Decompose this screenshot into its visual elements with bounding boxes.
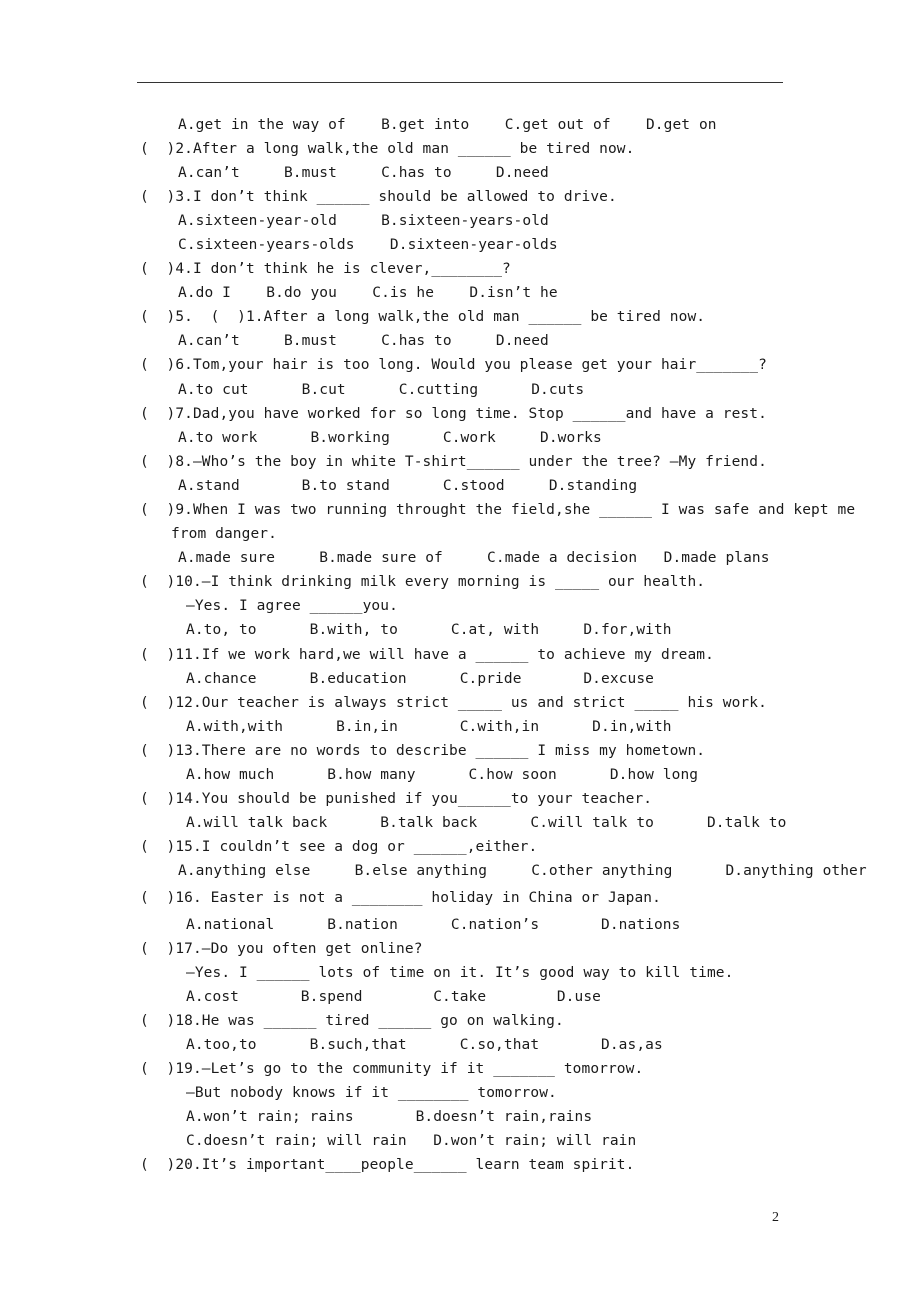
option-line: A.won’t rain; rains B.doesn’t rain,rains [186,1109,593,1125]
question-20: ( )20.It’s important____people______ learn team spirit. [140,1157,635,1173]
question-18: ( )18.He was ______ tired ______ go on walking. [140,1013,564,1029]
question-4: ( )4.I don’t think he is clever,________? [140,261,511,277]
option-line: A.will talk back B.talk back C.will talk to D.talk to [186,815,787,831]
option-line: A.made sure B.made sure of C.made a decision D.made plans [178,550,770,566]
page-number: 2 [772,1210,779,1225]
question-19: ( )19.—Let’s go to the community if it _______ tomorrow. [140,1061,644,1077]
option-line: A.to, to B.with, to C.at, with D.for,with [186,622,672,638]
question-11: ( )11.If we work hard,we will have a ______ to achieve my dream. [140,647,714,663]
question-5: ( )5. ( )1.After a long walk,the old man ______ be tired now. [140,309,706,325]
option-line: A.cost B.spend C.take D.use [186,989,601,1005]
question-15: ( )15.I couldn’t see a dog or ______,either. [140,839,538,855]
option-line: A.anything else B.else anything C.other anything D.anything other [178,863,867,879]
option-line: A.too,to B.such,that C.so,that D.as,as [186,1037,663,1053]
question-17: ( )17.—Do you often get online? [140,941,423,957]
option-line: C.sixteen-years-olds D.sixteen-year-olds [178,237,558,253]
option-line: C.doesn’t rain; will rain D.won’t rain; will rain [186,1133,637,1149]
option-line: A.with,with B.in,in C.with,in D.in,with [186,719,672,735]
question-12: ( )12.Our teacher is always strict _____ us and strict _____ his work. [140,695,767,711]
question-10-response: —Yes. I agree ______you. [186,598,398,614]
question-14: ( )14.You should be punished if you______to your teacher. [140,791,653,807]
option-line: A.can’t B.must C.has to D.need [178,333,549,349]
question-6: ( )6.Tom,your hair is too long. Would you please get your hair_______? [140,357,767,373]
question-16: ( )16. Easter is not a ________ holiday in China or Japan. [140,890,661,906]
option-line: A.sixteen-year-old B.sixteen-years-old [178,213,549,229]
option-line: A.do I B.do you C.is he D.isn’t he [178,285,558,301]
option-line: A.can’t B.must C.has to D.need [178,165,549,181]
question-3: ( )3.I don’t think ______ should be allowed to drive. [140,189,617,205]
question-2: ( )2.After a long walk,the old man ______ be tired now. [140,141,635,157]
question-10: ( )10.—I think drinking milk every morning is _____ our health. [140,574,706,590]
option-line: A.to cut B.cut C.cutting D.cuts [178,382,585,398]
option-line: A.how much B.how many C.how soon D.how long [186,767,699,783]
option-line: A.national B.nation C.nation’s D.nations [186,917,681,933]
question-8: ( )8.—Who’s the boy in white T-shirt______ under the tree? —My friend. [140,454,767,470]
question-13: ( )13.There are no words to describe ______ I miss my hometown. [140,743,706,759]
question-17-response: —Yes. I ______ lots of time on it. It’s good way to kill time. [186,965,734,981]
option-line: A.get in the way of B.get into C.get out of D.get on [178,117,717,133]
option-line: A.chance B.education C.pride D.excuse [186,671,654,687]
option-line: A.stand B.to stand C.stood D.standing [178,478,638,494]
header-rule [137,82,783,83]
question-9: ( )9.When I was two running throught the field,she ______ I was safe and kept me [140,502,856,518]
question-19-response: —But nobody knows if it ________ tomorrow. [186,1085,557,1101]
question-7: ( )7.Dad,you have worked for so long time. Stop ______and have a rest. [140,406,767,422]
option-line: A.to work B.working C.work D.works [178,430,602,446]
question-9-continuation: from danger. [171,526,277,542]
